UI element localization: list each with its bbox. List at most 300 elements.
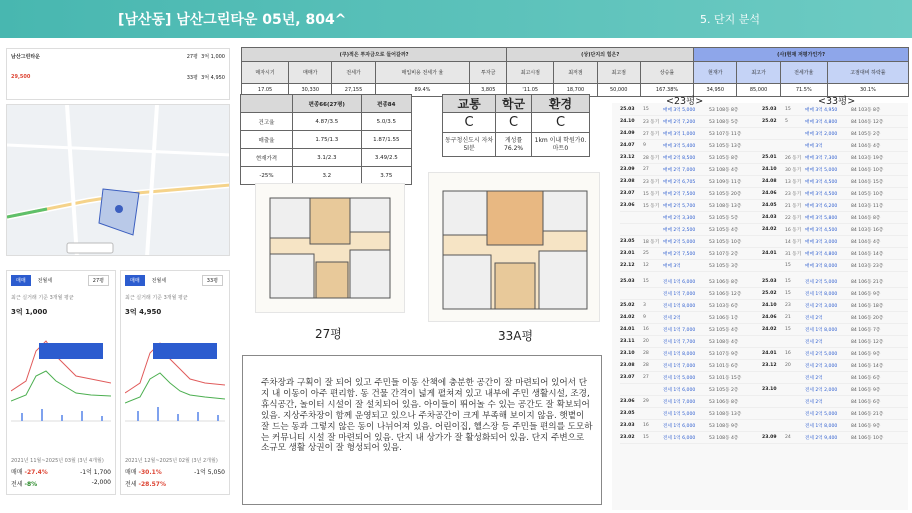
column-header: 최고시점 — [507, 62, 554, 84]
transaction-meta: 53 108동 9층 — [709, 423, 739, 429]
transaction-date: 25.02 — [762, 291, 777, 296]
transaction-row[interactable] — [620, 276, 762, 288]
transaction-date: 25.02 — [762, 119, 777, 124]
column-header: 전세가율 — [780, 62, 827, 84]
complex-summary-card[interactable] — [6, 48, 230, 100]
transaction-date: 23.10 — [762, 387, 777, 392]
transaction-meta: 53 109동 11층 — [709, 179, 742, 185]
transaction-price: 전세 1억 7,000 — [663, 327, 696, 333]
column-header — [241, 95, 293, 113]
transaction-row[interactable] — [762, 324, 908, 336]
transaction-tag: 20 — [643, 339, 649, 344]
page-title: [남산동] 남산그린타운 05년, 804^ — [118, 12, 347, 28]
transaction-row[interactable] — [620, 288, 762, 300]
chart-subtitle: 최근 실거래 기준 3개월 평균 — [11, 295, 74, 301]
row-label: 매출율 — [241, 131, 293, 149]
transaction-tag: 27 — [643, 167, 649, 172]
transaction-row[interactable] — [620, 384, 762, 396]
transaction-tag: 15 — [785, 279, 791, 284]
transaction-meta: 53 105동 8층 — [709, 155, 739, 161]
transaction-list-33 — [762, 104, 908, 444]
transaction-date: 23.07 — [620, 191, 635, 196]
trade-amount: -1억 1,700 — [80, 469, 111, 476]
investment-summary-table — [241, 47, 909, 97]
transaction-row[interactable] — [762, 420, 908, 432]
transaction-row[interactable] — [762, 408, 908, 420]
transaction-price: 매매 2억 5,700 — [663, 203, 696, 209]
transaction-meta: 84 106동 14층 — [851, 363, 884, 369]
transaction-meta: 53 101동 15층 — [709, 375, 742, 381]
transaction-date: 23.12 — [762, 363, 777, 368]
price-chart-33[interactable] — [120, 270, 230, 495]
transaction-row[interactable] — [620, 396, 762, 408]
transaction-row[interactable] — [620, 408, 762, 420]
grade-header-transport: 교통 — [443, 95, 496, 113]
rent-change: -28.57% — [138, 481, 166, 488]
transaction-tag: 13 동기 — [785, 179, 802, 185]
price-chart-27[interactable] — [6, 270, 116, 495]
transaction-row[interactable] — [762, 224, 908, 236]
transaction-price: 전세 2억 9,400 — [805, 435, 838, 441]
transaction-row[interactable] — [620, 128, 762, 140]
transaction-date: 23.11 — [620, 339, 635, 344]
transaction-row[interactable] — [762, 104, 908, 116]
transaction-row[interactable] — [762, 288, 908, 300]
grade-school: C — [496, 113, 532, 133]
transaction-meta: 53 105동 13층 — [709, 143, 742, 149]
transaction-date: 23.03 — [620, 423, 635, 428]
transaction-price: 전세 1억 6,000 — [663, 279, 696, 285]
table-cell: 71.5% — [780, 84, 827, 97]
transaction-price: 매매 2억 5,000 — [663, 239, 696, 245]
transaction-meta: 84 104동 4층 — [851, 239, 881, 245]
transaction-price: 전세 2억 3,000 — [805, 303, 838, 309]
table-cell: 5.0/3.5 — [361, 113, 411, 131]
transaction-tag: 28 동기 — [643, 155, 660, 161]
floor-plan-27-graphic — [256, 184, 406, 314]
transaction-meta: 53 105동 20층 — [709, 191, 742, 197]
transaction-meta: 84 106동 12층 — [851, 339, 884, 345]
transaction-meta: 84 106동 20층 — [851, 315, 884, 321]
transaction-date: 24.06 — [762, 315, 777, 320]
transaction-price: 매매 3억 4,800 — [805, 119, 838, 125]
size-select[interactable]: 27평 — [88, 275, 109, 286]
column-header: 편종84 — [361, 95, 411, 113]
table-cell: 3.49/2.5 — [361, 149, 411, 167]
transaction-date: 24.10 — [620, 119, 635, 124]
transaction-row[interactable] — [762, 276, 908, 288]
transaction-meta: 84 106동 6층 — [851, 399, 881, 405]
transaction-date: 23.09 — [620, 167, 635, 172]
transaction-meta: 84 105동 2층 — [851, 131, 881, 137]
transaction-row[interactable] — [620, 432, 762, 444]
transaction-row[interactable] — [620, 212, 762, 224]
plan-label-33: 33A평 — [498, 329, 534, 343]
transaction-meta: 84 106동 10층 — [851, 435, 884, 441]
description-text: 주차장과 구획이 잘 되어 있고 주민들 이동 산책에 충분한 공간이 잘 마련되어 있어서 단지 내 이동이 아주 편리함. 동 건물 간격이 넓게 펼쳐져 있고 내부에 주민 생활시설, 조경, 휴식공간, 놀이터 시설이 잘 설치되어 있음. 아이들이 뛰어놀 수 있는 공간도 잘 확보되어 있음. 지상주차장이 함께 운영되고 있으나 주차공간이 크게 부족해 보이지 않음. 햇볕이 잘 드는 동과 그렇지 않은 동이 나뉘어져 있음. 어린이집, 헬스장 등 주민들 편의를 도모하는 커뮤니티 시설 잘 마련되어 있음. 단지 내 상가가 잘 활성화되어 있음. 단지 주변으로 소규모 생활 상권이 잘 형성되어 있음. — [261, 378, 593, 454]
area-33: 33평 — [186, 75, 198, 81]
transaction-row[interactable] — [762, 176, 908, 188]
transaction-tag: 20 — [785, 363, 791, 368]
size-select[interactable]: 33평 — [202, 275, 223, 286]
transaction-meta: 84 106동 6층 — [851, 375, 881, 381]
transaction-meta: 53 105동 2층 — [709, 387, 739, 393]
transaction-row[interactable] — [762, 360, 908, 372]
transaction-date: 24.01 — [620, 327, 635, 332]
rent-label: 전세 — [11, 481, 23, 488]
transaction-meta: 84 105동 10층 — [851, 191, 884, 197]
transaction-tag: 15 — [643, 279, 649, 284]
transaction-price: 매매 3억 8,000 — [805, 263, 838, 269]
transaction-tag: 24 — [785, 435, 791, 440]
transaction-tag: 27 — [643, 375, 649, 380]
table-row — [241, 167, 412, 185]
transaction-date: 25.03 — [620, 107, 635, 112]
transaction-date: 24.03 — [762, 215, 777, 220]
transaction-price: 전세 2억 5,000 — [805, 279, 838, 285]
transaction-row[interactable] — [762, 396, 908, 408]
grade-header-environment: 환경 — [531, 95, 589, 113]
transaction-date: 25.03 — [620, 279, 635, 284]
transaction-date: 24.10 — [762, 167, 777, 172]
transaction-meta: 84 103동 8층 — [851, 107, 881, 113]
table-cell: '11.05 — [507, 84, 554, 97]
transaction-tag: 15 — [785, 327, 791, 332]
trade-list — [762, 104, 908, 272]
trade-label: 매매 — [11, 469, 23, 476]
column-header: 현재가 — [694, 62, 737, 84]
trade-change: -30.1% — [138, 469, 162, 476]
transaction-row[interactable] — [620, 152, 762, 164]
trade-33: 3억 4,950 — [201, 75, 225, 81]
transaction-row[interactable] — [620, 104, 762, 116]
transaction-date: 23.05 — [620, 411, 635, 416]
transaction-price: 매매 3억 5,000 — [663, 107, 696, 113]
transaction-price: 매매 2억 6,705 — [663, 179, 696, 185]
transaction-meta: 84 104동 12층 — [851, 119, 884, 125]
floor-plan-27 — [255, 183, 405, 313]
table-cell: 50,000 — [597, 84, 640, 97]
transaction-tag: 22 동기 — [785, 215, 802, 221]
table-cell: 85,000 — [737, 84, 780, 97]
table-cell: 89.4% — [375, 84, 470, 97]
transaction-price: 매매 2억 8,500 — [663, 155, 696, 161]
table-cell: 30.1% — [827, 84, 908, 97]
tab-trade[interactable]: 매매 — [125, 275, 145, 286]
table-cell: 34,950 — [694, 84, 737, 97]
transaction-price: 전세 2억 — [805, 315, 823, 321]
transaction-price: 매매 3억 4,500 — [805, 191, 838, 197]
transaction-row[interactable] — [620, 300, 762, 312]
rent-list — [762, 276, 908, 444]
transaction-price: 매매 3억 4,500 — [805, 179, 838, 185]
group-header-strength: (상)단지의 힘은? — [507, 48, 694, 62]
transaction-price: 매매 3억 — [663, 263, 681, 269]
transaction-row[interactable] — [762, 236, 908, 248]
column-header: 최고점 — [597, 62, 640, 84]
transaction-tag: 28 — [643, 363, 649, 368]
column-header: 고점대비 하락률 — [827, 62, 908, 84]
transaction-price: 전세 2억 3,000 — [805, 363, 838, 369]
transaction-row[interactable] — [762, 116, 908, 128]
column-header: 편종66(27평) — [293, 95, 362, 113]
transaction-tag: 21 — [785, 315, 791, 320]
transaction-meta: 53 103동 6층 — [709, 303, 739, 309]
transaction-date: 25.02 — [620, 303, 635, 308]
transaction-date: 24.02 — [620, 315, 635, 320]
transaction-meta: 53 108동 13층 — [709, 203, 742, 209]
table-cell: 3.1/2.3 — [293, 149, 362, 167]
note-environment: 1km 이내 학원가0.마트0 — [531, 133, 589, 157]
transaction-price: 매매 3억 5,800 — [805, 215, 838, 221]
transaction-list-27 — [620, 104, 762, 444]
transaction-price: 전세 2억 — [805, 339, 823, 345]
transaction-price: 전세 2억 5,000 — [805, 411, 838, 417]
transaction-date: 24.01 — [762, 351, 777, 356]
floor-plan-33 — [428, 172, 600, 322]
transaction-tag: 16 — [643, 327, 649, 332]
transaction-date: 24.08 — [762, 179, 777, 184]
transaction-row[interactable] — [620, 420, 762, 432]
transaction-row[interactable] — [762, 384, 908, 396]
transaction-row[interactable] — [620, 312, 762, 324]
location-map[interactable] — [6, 104, 230, 256]
transaction-meta: 84 104동 10층 — [851, 167, 884, 173]
transaction-tag: 3 — [643, 303, 646, 308]
transaction-meta: 53 108동 5층 — [709, 119, 739, 125]
transaction-date: 25.01 — [762, 155, 777, 160]
transaction-meta: 84 106동 7층 — [851, 327, 881, 333]
transaction-row[interactable] — [762, 372, 908, 384]
table-row — [241, 149, 412, 167]
table-row — [241, 131, 412, 149]
transaction-meta: 53 108동 4층 — [709, 435, 739, 441]
table-cell: 17.05 — [242, 84, 289, 97]
transaction-row[interactable] — [620, 164, 762, 176]
transaction-tag: 29 — [643, 399, 649, 404]
tab-rent[interactable]: 전월세 — [151, 278, 167, 284]
group-header-valuation: (사)현재 저평가인가? — [694, 48, 909, 62]
transaction-tag: 9 — [643, 315, 646, 320]
table-header-row — [242, 62, 909, 84]
group-header-investment: (쿠)적은 투자금으로 들어갈까? — [242, 48, 507, 62]
transaction-date: 25.03 — [762, 279, 777, 284]
transaction-price: 전세 2억 — [805, 375, 823, 381]
transaction-row[interactable] — [620, 224, 762, 236]
complex-description — [242, 355, 602, 505]
transaction-tag: 15 동기 — [643, 191, 660, 197]
transaction-date: 24.02 — [762, 227, 777, 232]
transaction-row[interactable] — [620, 236, 762, 248]
transaction-row[interactable] — [620, 116, 762, 128]
transaction-tag: 16 — [643, 423, 649, 428]
transaction-tag: 23 동기 — [785, 191, 802, 197]
transaction-row[interactable] — [620, 360, 762, 372]
transaction-meta: 84 106동 9층 — [851, 387, 881, 393]
transaction-price: 매매 3억 5,400 — [663, 143, 696, 149]
transaction-row[interactable] — [620, 248, 762, 260]
transaction-meta: 53 107동 11층 — [709, 131, 742, 137]
transaction-price: 매매 2억 3,300 — [663, 215, 696, 221]
transaction-tag: 25 — [643, 251, 649, 256]
transaction-price: 매매 3억 7,300 — [805, 155, 838, 161]
transaction-price: 전세 1억 7,000 — [663, 399, 696, 405]
transaction-row[interactable] — [762, 300, 908, 312]
transaction-tag: 12 — [643, 263, 649, 268]
grade-transport: C — [443, 113, 496, 133]
transaction-row[interactable] — [762, 212, 908, 224]
transaction-tag: 21 동기 — [785, 203, 802, 209]
transaction-date: 23.06 — [620, 399, 635, 404]
transaction-date: 23.10 — [620, 351, 635, 356]
transaction-price: 매매 3억 4,950 — [805, 107, 838, 113]
transaction-price: 전세 1억 8,000 — [663, 303, 696, 309]
transaction-row[interactable] — [620, 324, 762, 336]
transaction-meta: 84 103동 19층 — [851, 155, 884, 161]
transaction-meta: 53 105동 3층 — [709, 263, 739, 269]
transaction-date: 23.02 — [620, 435, 635, 440]
transaction-tag: 14 동기 — [785, 239, 802, 245]
price-chart-graphic — [125, 321, 225, 431]
transaction-meta: 84 103동 23층 — [851, 263, 884, 269]
transaction-row[interactable] — [762, 348, 908, 360]
transaction-meta: 53 106동 12층 — [709, 291, 742, 297]
transaction-row[interactable] — [762, 140, 908, 152]
row-label: -25% — [241, 167, 293, 185]
transaction-row[interactable] — [620, 188, 762, 200]
transaction-row[interactable] — [762, 200, 908, 212]
trade-list — [620, 104, 762, 272]
location-grade-table — [442, 94, 590, 157]
column-header: 매매가 — [289, 62, 332, 84]
transaction-meta: 53 108동 8층 — [709, 107, 739, 113]
transaction-row[interactable] — [762, 260, 908, 272]
transaction-row[interactable] — [762, 248, 908, 260]
transaction-tag: 16 동기 — [785, 227, 802, 233]
table-cell: 3,805 — [470, 84, 507, 97]
transaction-date: 24.01 — [762, 251, 777, 256]
transaction-price: 전세 1억 8,000 — [805, 327, 838, 333]
transaction-date: 24.06 — [762, 191, 777, 196]
transaction-tag: 28 — [643, 351, 649, 356]
transaction-row[interactable] — [762, 312, 908, 324]
row-label: 현재가격 — [241, 149, 293, 167]
transaction-tag: 23 — [785, 303, 791, 308]
transaction-price: 매매 2억 7,500 — [663, 251, 696, 257]
transaction-price: 전세 2억 2,000 — [805, 387, 838, 393]
transaction-meta: 53 105동 4층 — [709, 327, 739, 333]
transaction-tag: 15 — [643, 107, 649, 112]
transaction-row[interactable] — [762, 432, 908, 444]
avg-price: 3억 1,000 — [11, 308, 48, 316]
transaction-price: 전세 1억 8,000 — [805, 291, 838, 297]
transaction-row[interactable] — [620, 348, 762, 360]
rent-amount: -2,000 — [91, 479, 111, 486]
transaction-meta: 53 108동 4층 — [709, 339, 739, 345]
transaction-meta: 84 104동 8층 — [851, 215, 881, 221]
transaction-price: 매매 3억 6,200 — [805, 203, 838, 209]
transaction-row[interactable] — [620, 260, 762, 272]
transaction-date: 24.07 — [620, 143, 635, 148]
transaction-price: 전세 1억 7,700 — [663, 339, 696, 345]
transaction-row[interactable] — [620, 336, 762, 348]
transaction-row[interactable] — [762, 164, 908, 176]
transaction-meta: 84 106동 18층 — [851, 303, 884, 309]
transaction-row[interactable] — [620, 200, 762, 212]
transaction-meta: 53 106동 8층 — [709, 279, 739, 285]
transaction-date: 24.02 — [762, 327, 777, 332]
transaction-row[interactable] — [620, 176, 762, 188]
list-label-33: <33평> — [818, 96, 856, 107]
transaction-row[interactable] — [620, 372, 762, 384]
transaction-meta: 84 104동 4층 — [851, 143, 881, 149]
tab-rent[interactable]: 전월세 — [37, 278, 53, 284]
list-label-27: <23평> — [666, 96, 704, 107]
unit-compare-table — [240, 94, 412, 185]
column-header: 최고가 — [737, 62, 780, 84]
transaction-price: 전세 2억 5,000 — [805, 351, 838, 357]
transaction-row[interactable] — [762, 152, 908, 164]
transaction-meta: 53 101동 6층 — [709, 363, 739, 369]
transaction-row[interactable] — [762, 188, 908, 200]
transaction-tag: 18 동기 — [643, 239, 660, 245]
table-cell: 3.75 — [361, 167, 411, 185]
transaction-row[interactable] — [762, 128, 908, 140]
column-header: 상승률 — [640, 62, 693, 84]
transaction-date: 23.08 — [620, 363, 635, 368]
floor-plan-33-graphic — [429, 173, 601, 323]
transaction-date: 23.12 — [620, 155, 635, 160]
transaction-date: 23.06 — [620, 203, 635, 208]
rent-change: -8% — [24, 481, 38, 488]
transaction-price: 매매 3억 3,000 — [805, 239, 838, 245]
column-header: 매자시기 — [242, 62, 289, 84]
transaction-meta: 84 104동 15층 — [851, 179, 884, 185]
transaction-row[interactable] — [762, 336, 908, 348]
transaction-meta: 53 105동 10층 — [709, 239, 742, 245]
transaction-price: 전세 2억 — [805, 399, 823, 405]
table-row — [241, 113, 412, 131]
column-header: 투자금 — [470, 62, 507, 84]
transaction-price: 전세 1억 6,000 — [663, 387, 696, 393]
transaction-meta: 53 107동 9층 — [709, 351, 739, 357]
mini-price: 29,500 — [11, 74, 31, 80]
transaction-meta: 53 105동 4층 — [709, 227, 739, 233]
transaction-meta: 84 106동 9층 — [851, 423, 881, 429]
transaction-price: 전세 1억 7,000 — [663, 363, 696, 369]
plan-label-27: 27평 — [315, 327, 342, 341]
transaction-price: 매매 3억 4,800 — [805, 251, 838, 257]
transaction-price: 전세 1억 8,000 — [805, 423, 838, 429]
transaction-tag: 15 — [785, 107, 791, 112]
note-transport: 동구청신도시 자차 5l분 — [443, 133, 496, 157]
table-cell: 1.75/1.3 — [293, 131, 362, 149]
transaction-price: 전세 1억 8,000 — [663, 351, 696, 357]
avg-price: 3억 4,950 — [125, 308, 162, 316]
transaction-meta: 53 106동 8층 — [709, 399, 739, 405]
transaction-price: 매매 2억 2,500 — [663, 227, 696, 233]
tab-trade[interactable]: 매매 — [11, 275, 31, 286]
transaction-row[interactable] — [620, 140, 762, 152]
trade-label: 매매 — [125, 469, 137, 476]
transaction-meta: 84 103동 16층 — [851, 227, 884, 233]
table-cell: 27,155 — [332, 84, 375, 97]
header-bar — [0, 0, 912, 38]
transaction-date: 24.09 — [620, 131, 635, 136]
transaction-date: 22.12 — [620, 263, 635, 268]
transaction-price: 전세 1억 7,000 — [663, 291, 696, 297]
transaction-date: 23.05 — [620, 239, 635, 244]
